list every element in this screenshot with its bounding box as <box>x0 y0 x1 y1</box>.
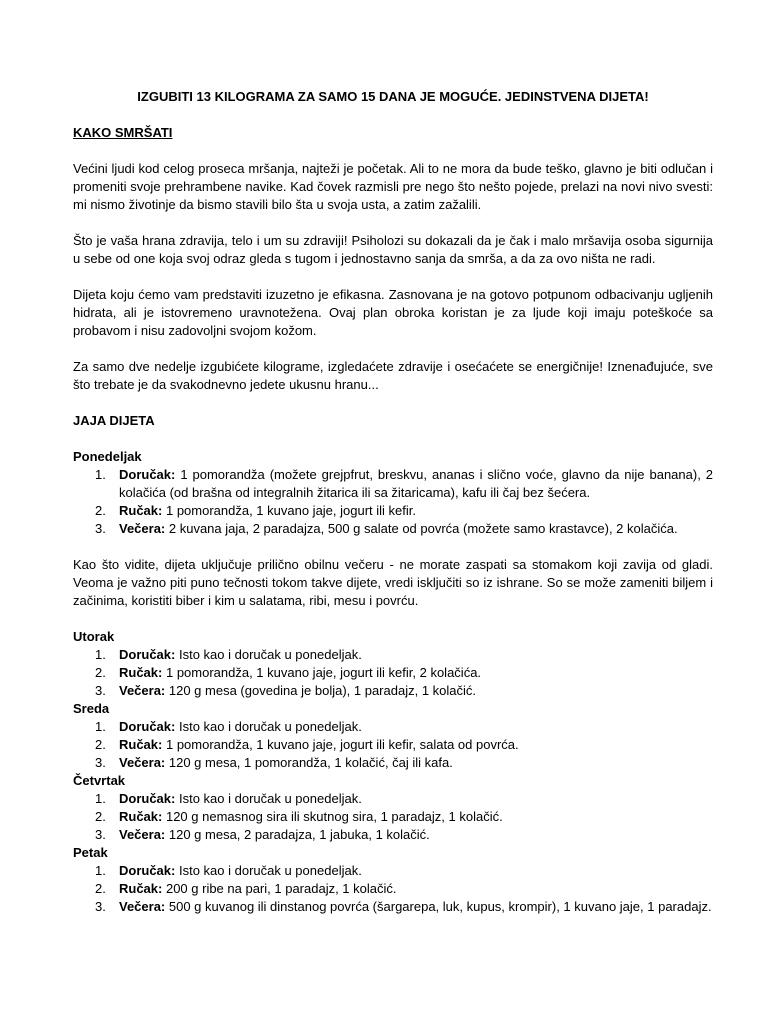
item-number: 2. <box>95 881 106 896</box>
meal-item <box>95 736 713 754</box>
meal-list-thursday <box>73 790 713 844</box>
meal-name: Doručak: <box>119 791 176 806</box>
meal-name: Večera: <box>119 899 166 914</box>
meal-text: Isto kao i doručak u ponedeljak. <box>175 647 362 662</box>
meal-text: Isto kao i doručak u ponedeljak. <box>175 791 362 806</box>
meal-name: Ručak: <box>119 809 163 824</box>
meal-name: Ručak: <box>119 737 163 752</box>
day-label-tuesday: Utorak <box>73 629 115 644</box>
meal-text: 1 pomorandža, 1 kuvano jaje, jogurt ili kefir. <box>162 503 416 518</box>
meal-list-friday <box>73 862 713 916</box>
meal-text: Isto kao i doručak u ponedeljak. <box>175 863 362 878</box>
meal-item <box>95 466 713 502</box>
item-number: 2. <box>95 737 106 752</box>
item-number: 1. <box>95 647 106 662</box>
item-number: 1. <box>95 467 106 482</box>
meal-item <box>95 862 713 880</box>
intro-paragraph-3: Dijeta koju ćemo vam predstaviti izuzetno je efikasna. Zasnovana je na gotovo potpunom odbacivanju ugljenih hidrata, ali je istovremeno uravnotežena. Ovaj plan obroka koristan je za ljude koji imaju poteškoće sa probavom i nisu zadovoljni svojom kožom. <box>73 287 713 338</box>
item-number: 3. <box>95 827 106 842</box>
section-heading-jaja-dijeta: JAJA DIJETA <box>73 413 155 428</box>
section-heading-kako-smrsati: KAKO SMRŠATI <box>73 125 173 140</box>
meal-list-wednesday <box>73 718 713 772</box>
meal-name: Doručak: <box>119 719 176 734</box>
meal-name: Doručak: <box>119 467 176 482</box>
meal-item <box>95 520 713 538</box>
meal-item <box>95 664 713 682</box>
item-number: 3. <box>95 755 106 770</box>
meal-item <box>95 502 713 520</box>
meal-text: Isto kao i doručak u ponedeljak. <box>175 719 362 734</box>
meal-list-monday <box>73 466 713 538</box>
item-number: 1. <box>95 863 106 878</box>
meal-text: 1 pomorandža, 1 kuvano jaje, jogurt ili kefir, 2 kolačića. <box>162 665 482 680</box>
meal-item <box>95 646 713 664</box>
meal-text: 1 pomorandža (možete grejpfrut, breskvu, ananas i slično voće, glavno da nije banana), 2 kolačića (od brašna od integralnih žitarica ili sa žitaricama), kafu ili čaj bez šećera. <box>119 467 713 500</box>
meal-name: Doručak: <box>119 863 176 878</box>
meal-name: Večera: <box>119 521 166 536</box>
item-number: 1. <box>95 719 106 734</box>
meal-text: 1 pomorandža, 1 kuvano jaje, jogurt ili kefir, salata od povrća. <box>162 737 519 752</box>
meal-name: Doručak: <box>119 647 176 662</box>
meal-list-tuesday <box>73 646 713 700</box>
meal-name: Večera: <box>119 755 166 770</box>
meal-item <box>95 826 713 844</box>
meal-item <box>95 790 713 808</box>
item-number: 2. <box>95 665 106 680</box>
meal-item <box>95 682 713 700</box>
meal-name: Večera: <box>119 683 166 698</box>
meal-item <box>95 898 713 916</box>
meal-name: Večera: <box>119 827 166 842</box>
meal-item <box>95 754 713 772</box>
item-number: 2. <box>95 809 106 824</box>
intro-paragraph-2: Što je vaša hrana zdravija, telo i um su zdraviji! Psiholozi su dokazali da je čak i malo mršavija osoba sigurnija u sebe od one koja svoj odraz gleda s tugom i jednostavno sanja da smrša, a da za ovo ništa ne radi. <box>73 233 713 266</box>
meal-text: 120 g mesa, 2 paradajza, 1 jabuka, 1 kolačić. <box>165 827 430 842</box>
item-number: 2. <box>95 503 106 518</box>
meal-name: Ručak: <box>119 881 163 896</box>
intro-paragraph-4: Za samo dve nedelje izgubićete kilograme, izgledaćete zdravije i osećaćete se energičnije! Iznenađujuće, sve što trebate je da svakodnevno jedete ukusnu hranu... <box>73 359 713 392</box>
intro-paragraph-1: Većini ljudi kod celog proseca mršanja, najteži je početak. Ali to ne mora da bude teško, glavno je biti odlučan i promeniti svoje prehrambene navike. Kad čovek razmisli pre nego što nešto pojede, prelazi na novi nivo svesti: mi nismo životinje da bismo stavili bilo šta u svoja usta, a zatim zažalili. <box>73 161 713 212</box>
meal-item <box>95 808 713 826</box>
meal-text: 120 g nemasnog sira ili skutnog sira, 1 paradajz, 1 kolačić. <box>162 809 503 824</box>
document-title: IZGUBITI 13 KILOGRAMA ZA SAMO 15 DANA JE MOGUĆE. JEDINSTVENA DIJETA! <box>137 89 649 104</box>
meal-item <box>95 880 713 898</box>
note-paragraph: Kao što vidite, dijeta uključuje prilično obilnu večeru - ne morate zaspati sa stomakom koji zavija od gladi. Veoma je važno piti puno tečnosti tokom takve dijete, vredi isključiti so iz ishrane. So se može zameniti biljem i začinima, koristiti biber i kim u salatama, ribi, mesu i povrću. <box>73 557 713 608</box>
day-label-friday: Petak <box>73 845 108 860</box>
meal-text: 500 g kuvanog ili dinstanog povrća (šargarepa, luk, kupus, krompir), 1 kuvano jaje, 1 paradajz. <box>165 899 712 914</box>
meal-name: Ručak: <box>119 665 163 680</box>
meal-name: Ručak: <box>119 503 163 518</box>
day-label-thursday: Četvrtak <box>73 773 126 788</box>
item-number: 3. <box>95 683 106 698</box>
day-label-wednesday: Sreda <box>73 701 110 716</box>
meal-text: 120 g mesa (govedina je bolja), 1 paradajz, 1 kolačić. <box>165 683 477 698</box>
item-number: 3. <box>95 521 106 536</box>
day-label-monday: Ponedeljak <box>73 449 142 464</box>
item-number: 1. <box>95 791 106 806</box>
item-number: 3. <box>95 899 106 914</box>
meal-text: 200 g ribe na pari, 1 paradajz, 1 kolačić. <box>162 881 397 896</box>
meal-item <box>95 718 713 736</box>
meal-text: 2 kuvana jaja, 2 paradajza, 500 g salate od povrća (možete samo krastavce), 2 kolačića. <box>165 521 678 536</box>
meal-text: 120 g mesa, 1 pomorandža, 1 kolačić, čaj ili kafa. <box>165 755 453 770</box>
